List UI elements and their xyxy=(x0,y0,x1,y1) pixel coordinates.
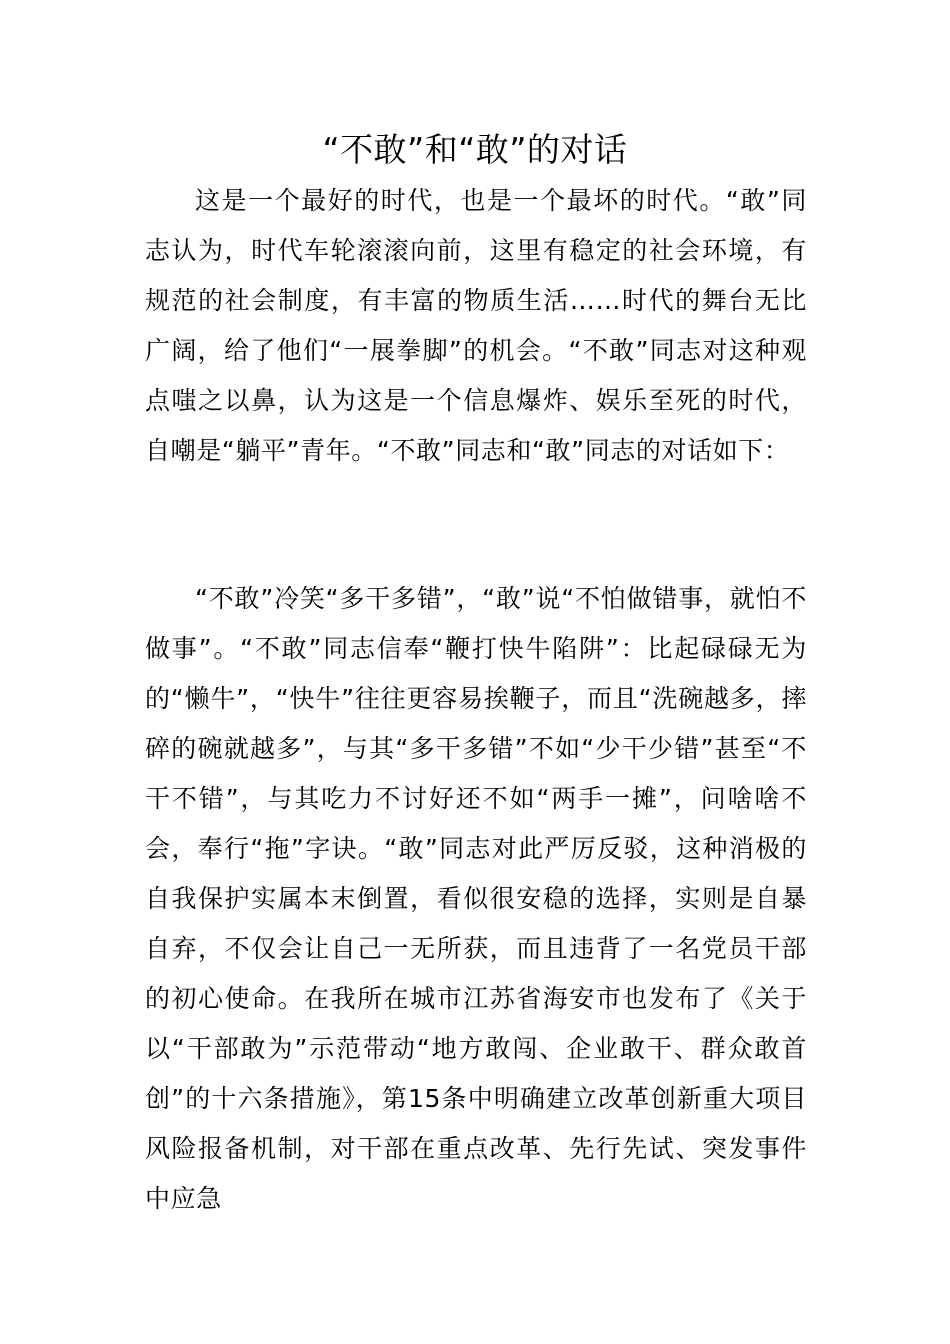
document-title: “不敢”和“敢”的对话 xyxy=(322,130,628,169)
paragraph-intro: 这是一个最好的时代，也是一个最坏的时代。“敢”同志认为，时代车轮滚滚向前，这里有稳定的社会环境，有规范的社会制度，有丰富的物质生活……时代的舞台无比广阔，给了他们“一展拳脚”的机会。“不敢”同志对这种观点嗤之以鼻，认为这是一个信息爆炸、娱乐至死的时代，自嘲是“躺平”青年。“不敢”同志和“敢”同志的对话如下： xyxy=(145,186,807,465)
paragraph-block xyxy=(145,176,807,476)
paragraph-dialogue: “不敢”冷笑“多干多错”，“敢”说“不怕做错事，就怕不做事”。“不敢”同志信奉“鞭打快牛陷阱”：比起碌碌无为的“懒牛”，“快牛”往往更容易挨鞭子，而且“洗碗越多，摔碎的碗就越多”，与其“多干多错”不如“少干少错”甚至“不干不错”，与其吃力不讨好还不如“两手一摊”，问啥啥不会，奉行“拖”字诀。“敢”同志对此严厉反驳，这种消极的自我保护实属本末倒置，看似很安稳的选择，实则是自暴自弃，不仅会让自己一无所获，而且违背了一名党员干部的初心使命。在我所在城市江苏省海安市也发布了《关于以“干部敢为”示范带动“地方敢闯、企业敢干、群众敢首创”的十六条措施》，第15条中明确建立改革创新重大项目风险报备机制，对干部在重点改革、先行先试、突发事件中应急 xyxy=(145,584,807,1213)
paragraph-block xyxy=(145,574,807,1224)
